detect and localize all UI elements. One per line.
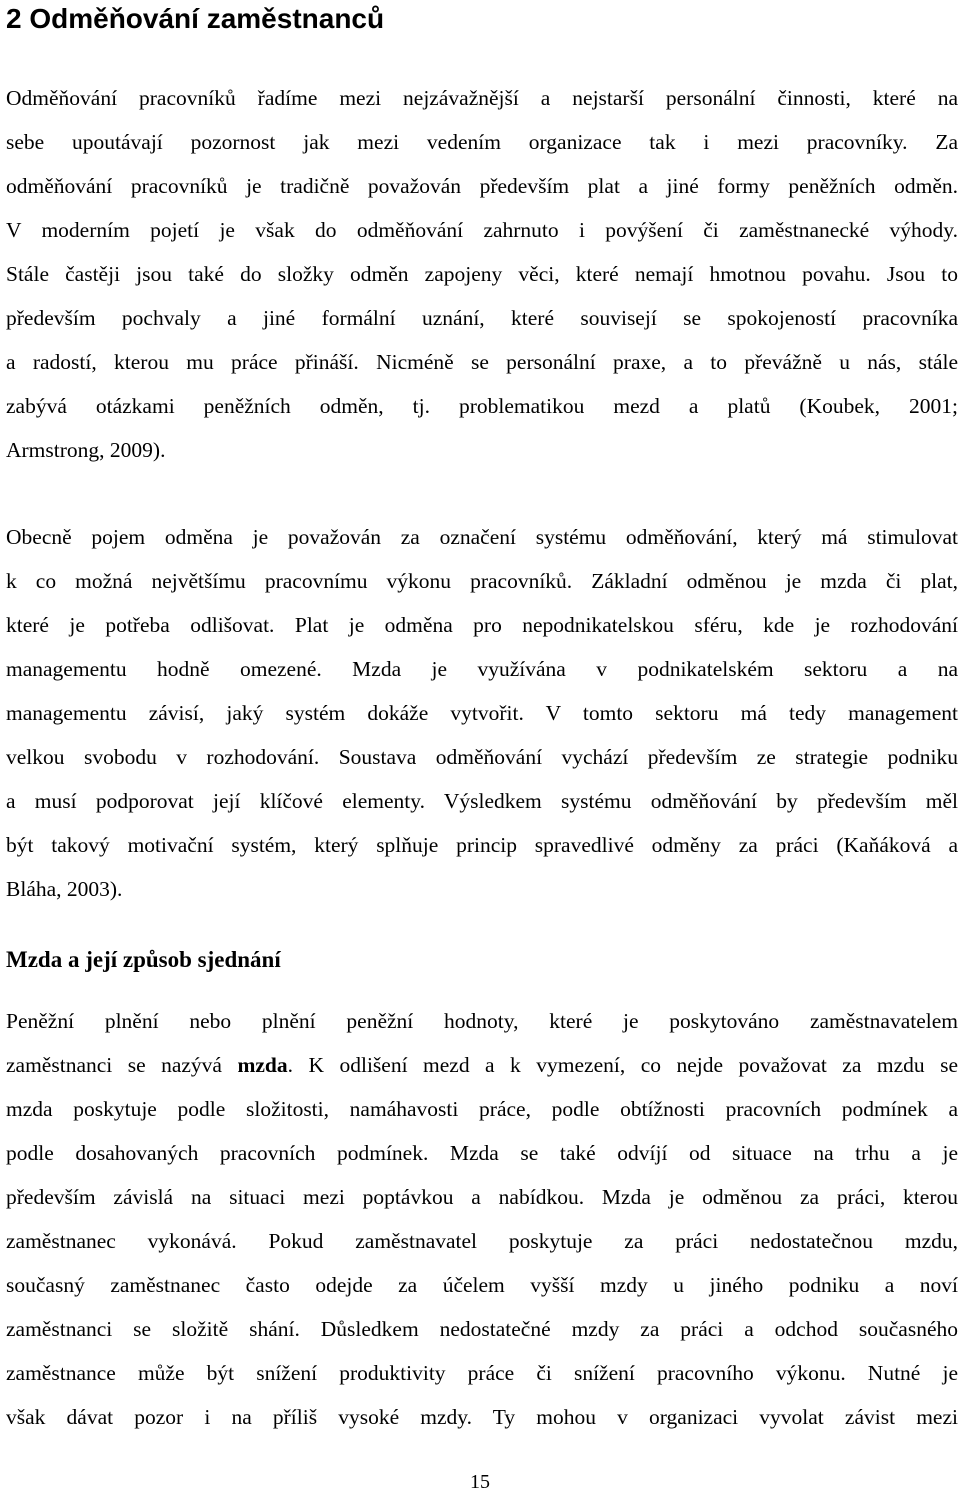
paragraph-line: k co možná největšímu pracovnímu výkonu pracovníků. Základní odměnou je mzda či plat, — [6, 569, 958, 593]
paragraph-line: Armstrong, 2009). — [6, 438, 166, 462]
paragraph-line: především závislá na situaci mezi poptávkou a nabídkou. Mzda je odměnou za práci, kterou — [6, 1185, 958, 1209]
paragraph-line: především pochvaly a jiné formální uznání, které souvisejí se spokojeností pracovníka — [6, 306, 958, 330]
paragraph-line: sebe upoutávají pozornost jak mezi vedením organizace tak i mezi pracovníky. Za — [6, 130, 958, 154]
paragraph-line: Peněžní plnění nebo plnění peněžní hodnoty, které je poskytováno zaměstnavatelem — [6, 1009, 958, 1033]
paragraph-line: Stále častěji jsou také do složky odměn zapojeny věci, které nemají hmotnou povahu. Jsou to — [6, 262, 958, 286]
paragraph-line: současný zaměstnanec často odejde za účelem vyšší mzdy u jiného podniku a noví — [6, 1273, 958, 1297]
paragraph-line — [6, 1043, 958, 1087]
paragraph-text: zaměstnanci se nazývá — [6, 1053, 222, 1077]
paragraph-line: mzda poskytuje podle složitosti, namáhavosti práce, podle obtížnosti pracovních podmínek a — [6, 1097, 958, 1121]
paragraph-line: které je potřeba odlišovat. Plat je odměna pro nepodnikatelskou sféru, kde je rozhodování — [6, 613, 958, 637]
paragraph-line: a radostí, kterou mu práce přináší. Nicméně se personální praxe, a to převážně u nás, stále — [6, 350, 958, 374]
paragraph-3 — [6, 999, 958, 1439]
bold-term-mzda: mzda — [237, 1053, 288, 1077]
paragraph-line: být takový motivační systém, který splňuje princip spravedlivé odměny za práci (Kaňáková a — [6, 833, 958, 857]
paragraph-line: odměňování pracovníků je tradičně považován především plat a jiné formy peněžních odměn. — [6, 174, 958, 198]
paragraph-text: . K odlišení mezd a k vymezení, co nejde považovat za mzdu se — [287, 1053, 958, 1077]
paragraph-line: a musí podporovat její klíčové elementy. Výsledkem systému odměňování by především měl — [6, 789, 958, 813]
paragraph-2 — [6, 515, 958, 911]
page-number: 15 — [470, 1471, 490, 1493]
paragraph-line: zabývá otázkami peněžních odměn, tj. problematikou mezd a platů (Koubek, 2001; — [6, 394, 958, 418]
paragraph-line: zaměstnanec vykonává. Pokud zaměstnavatel poskytuje za práci nedostatečnou mzdu, — [6, 1229, 958, 1253]
chapter-title: 2 Odměňování zaměstnanců — [6, 3, 385, 34]
paragraph-1 — [6, 76, 958, 472]
paragraph-line: Odměňování pracovníků řadíme mezi nejzávažnější a nejstarší personální činnosti, které na — [6, 86, 958, 110]
paragraph-line: Obecně pojem odměna je považován za označení systému odměňování, který má stimulovat — [6, 525, 958, 549]
paragraph-line: managementu hodně omezené. Mzda je využívána v podnikatelském sektoru a na — [6, 657, 958, 681]
paragraph-line: zaměstnance může být snížení produktivity práce či snížení pracovního výkonu. Nutné je — [6, 1361, 958, 1385]
section-heading: Mzda a její způsob sjednání — [6, 947, 281, 972]
paragraph-line: však dávat pozor i na příliš vysoké mzdy. Ty mohou v organizaci vyvolat závist mezi — [6, 1405, 958, 1429]
paragraph-line: V moderním pojetí je však do odměňování zahrnuto i povýšení či zaměstnanecké výhody. — [6, 218, 958, 242]
paragraph-line: velkou svobodu v rozhodování. Soustava odměňování vychází především ze strategie podniku — [6, 745, 958, 769]
paragraph-line: Bláha, 2003). — [6, 877, 123, 901]
paragraph-line: podle dosahovaných pracovních podmínek. Mzda se také odvíjí od situace na trhu a je — [6, 1141, 958, 1165]
paragraph-line: zaměstnanci se složitě shání. Důsledkem nedostatečné mzdy za práci a odchod současného — [6, 1317, 958, 1341]
paragraph-line: managementu závisí, jaký systém dokáže vytvořit. V tomto sektoru má tedy management — [6, 701, 958, 725]
